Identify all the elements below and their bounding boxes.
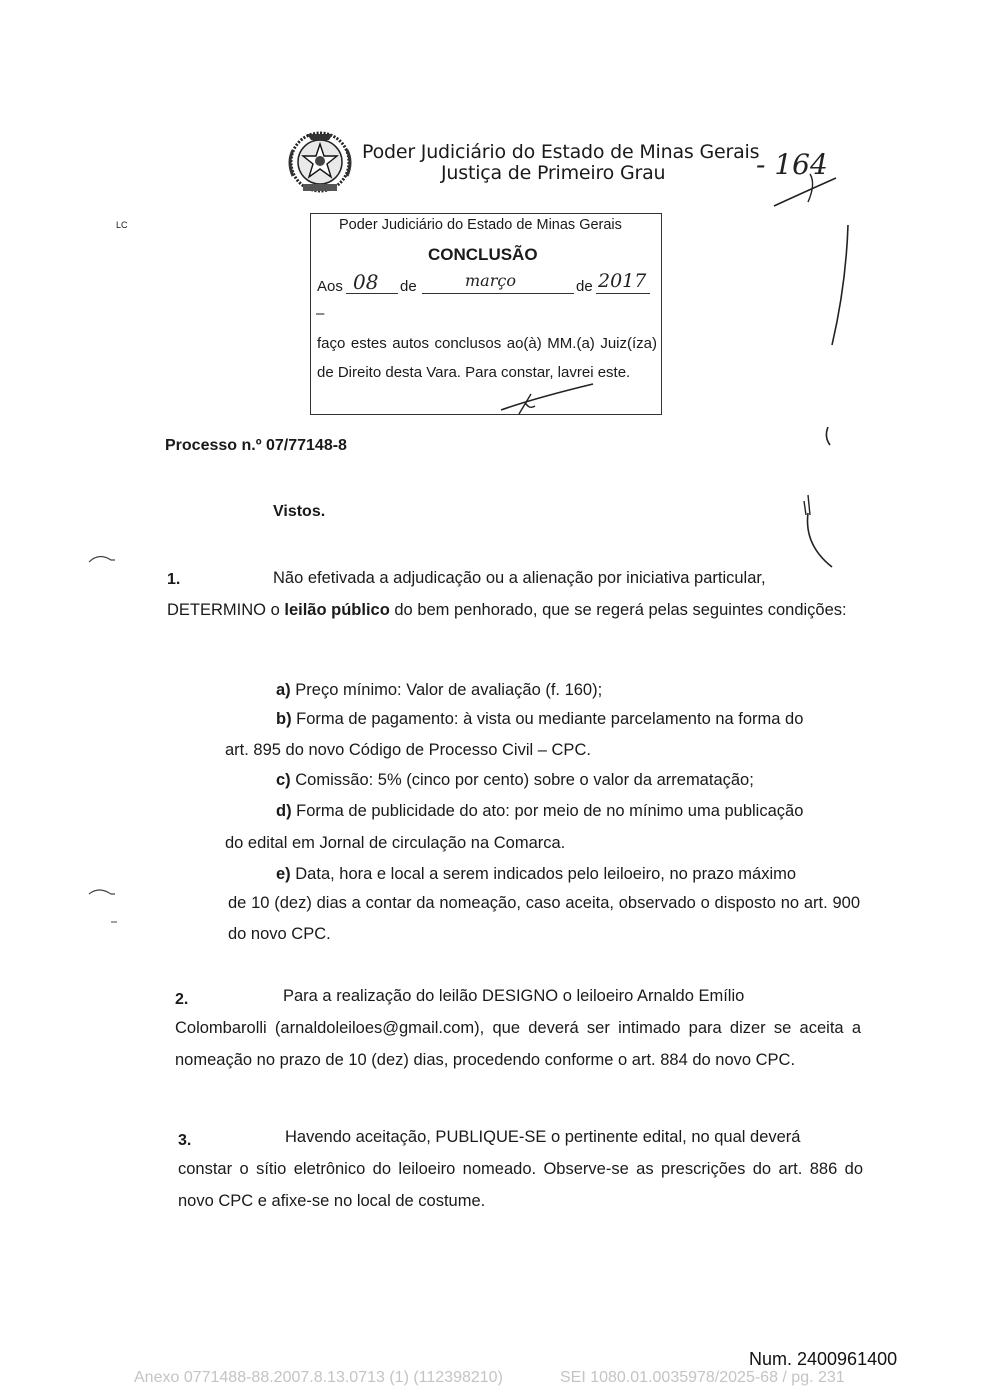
- header-court-level: Justiça de Primeiro Grau: [441, 162, 666, 184]
- stamp-signature: [495, 380, 600, 416]
- condition-label: d): [276, 802, 292, 820]
- paragraph-3-intro: Havendo aceitação, PUBLIQUE-SE o pertinente edital, no qual deverá: [285, 1128, 801, 1146]
- side-code: LC: [116, 220, 128, 230]
- paragraph-1-text-post: do bem penhorado, que se regerá pelas seguintes condições:: [389, 601, 847, 619]
- document-number: Num. 2400961400: [749, 1349, 898, 1369]
- coat-of-arms-emblem: [285, 128, 355, 196]
- condition-text: Forma de publicidade do ato: por meio de no mínimo uma publicação: [296, 802, 804, 820]
- paragraph-3-body: constar o sítio eletrônico do leiloeiro nomeado. Observe-se as prescrições do art. 886 do novo CPC e afixe-se no local de costume.: [178, 1160, 863, 1210]
- vistos-heading: Vistos.: [273, 503, 326, 520]
- condition-label: e): [276, 865, 291, 883]
- condition-text: Forma de pagamento: à vista ou mediante parcelamento na forma do: [296, 710, 804, 728]
- paragraph-2-number: 2.: [175, 991, 189, 1008]
- paragraph-2-body: Colombarolli (arnaldoleiloes@gmail.com), que deverá ser intimado para dizer se aceita a nomeação no prazo de 10 (dez) dias, procedendo conforme o art. 884 do novo CPC.: [175, 1019, 861, 1069]
- paragraph-2-intro: Para a realização do leilão DESIGNO o leiloeiro Arnaldo Emílio: [283, 987, 745, 1005]
- paragraph-1-number: 1.: [167, 571, 181, 588]
- condition-b-cont: art. 895 do novo Código de Processo Civil – CPC.: [225, 741, 591, 759]
- stamp-de-label-2: de: [576, 278, 593, 295]
- condition-a: [276, 675, 602, 706]
- condition-label: c): [276, 771, 291, 789]
- paragraph-1-intro: Não efetivada a adjudicação ou a alienação por iniciativa particular,: [273, 569, 766, 587]
- stamp-de-label: de: [400, 278, 417, 295]
- condition-e: [276, 859, 796, 890]
- stamp-year-line: [596, 293, 650, 294]
- condition-text: Preço mínimo: Valor de avaliação (f. 160);: [295, 681, 603, 699]
- paragraph-3-number: 3.: [178, 1132, 192, 1149]
- paragraph-1-text-pre: DETERMINO o: [167, 601, 285, 619]
- condition-e-cont: de 10 (dez) dias a contar da nomeação, caso aceita, observado o disposto no art. 900 do novo CPC.: [228, 894, 860, 943]
- condition-label: b): [276, 710, 292, 728]
- condition-text: Comissão: 5% (cinco por cento) sobre o valor da arrematação;: [295, 771, 754, 789]
- stamp-body-text: faço estes autos conclusos ao(à) MM.(a) Juiz(íza) de Direito desta Vara. Para constar, lavrei este.: [317, 335, 657, 381]
- stamp-month-line: [422, 293, 574, 294]
- stamp-title: CONCLUSÃO: [428, 245, 538, 264]
- handwritten-page-number-underline: [770, 172, 840, 212]
- paragraph-1-body: [167, 594, 855, 626]
- annex-reference: Anexo 0771488-88.2007.8.13.0713 (1) (112398210): [134, 1369, 503, 1386]
- condition-d-cont: do edital em Jornal de circulação na Comarca.: [225, 834, 566, 852]
- header-institution: Poder Judiciário do Estado de Minas Gerais: [362, 141, 760, 163]
- process-number: Processo n.º 07/77148-8: [165, 437, 347, 454]
- stamp-day: 08: [353, 270, 379, 294]
- stamp-month: março: [465, 271, 516, 290]
- stamp-institution: Poder Judiciário do Estado de Minas Gerais: [339, 217, 622, 233]
- sei-reference: SEI 1080.01.0035978/2025-68 / pg. 231: [560, 1369, 845, 1386]
- condition-c: [276, 765, 754, 796]
- stamp-year: 2017: [598, 270, 647, 292]
- handwritten-page-number: - 164: [756, 148, 828, 181]
- condition-d: [276, 796, 803, 827]
- stamp-dash: –: [316, 305, 325, 322]
- condition-text: Data, hora e local a serem indicados pelo leiloeiro, no prazo máximo: [295, 865, 797, 883]
- stamp-aos-label: Aos: [317, 278, 343, 295]
- margin-handwritten-marks: [790, 215, 870, 575]
- left-margin-marks: [85, 550, 120, 930]
- condition-b: [276, 704, 803, 735]
- condition-label: a): [276, 681, 291, 699]
- paragraph-1-emphasis: leilão público: [284, 601, 390, 619]
